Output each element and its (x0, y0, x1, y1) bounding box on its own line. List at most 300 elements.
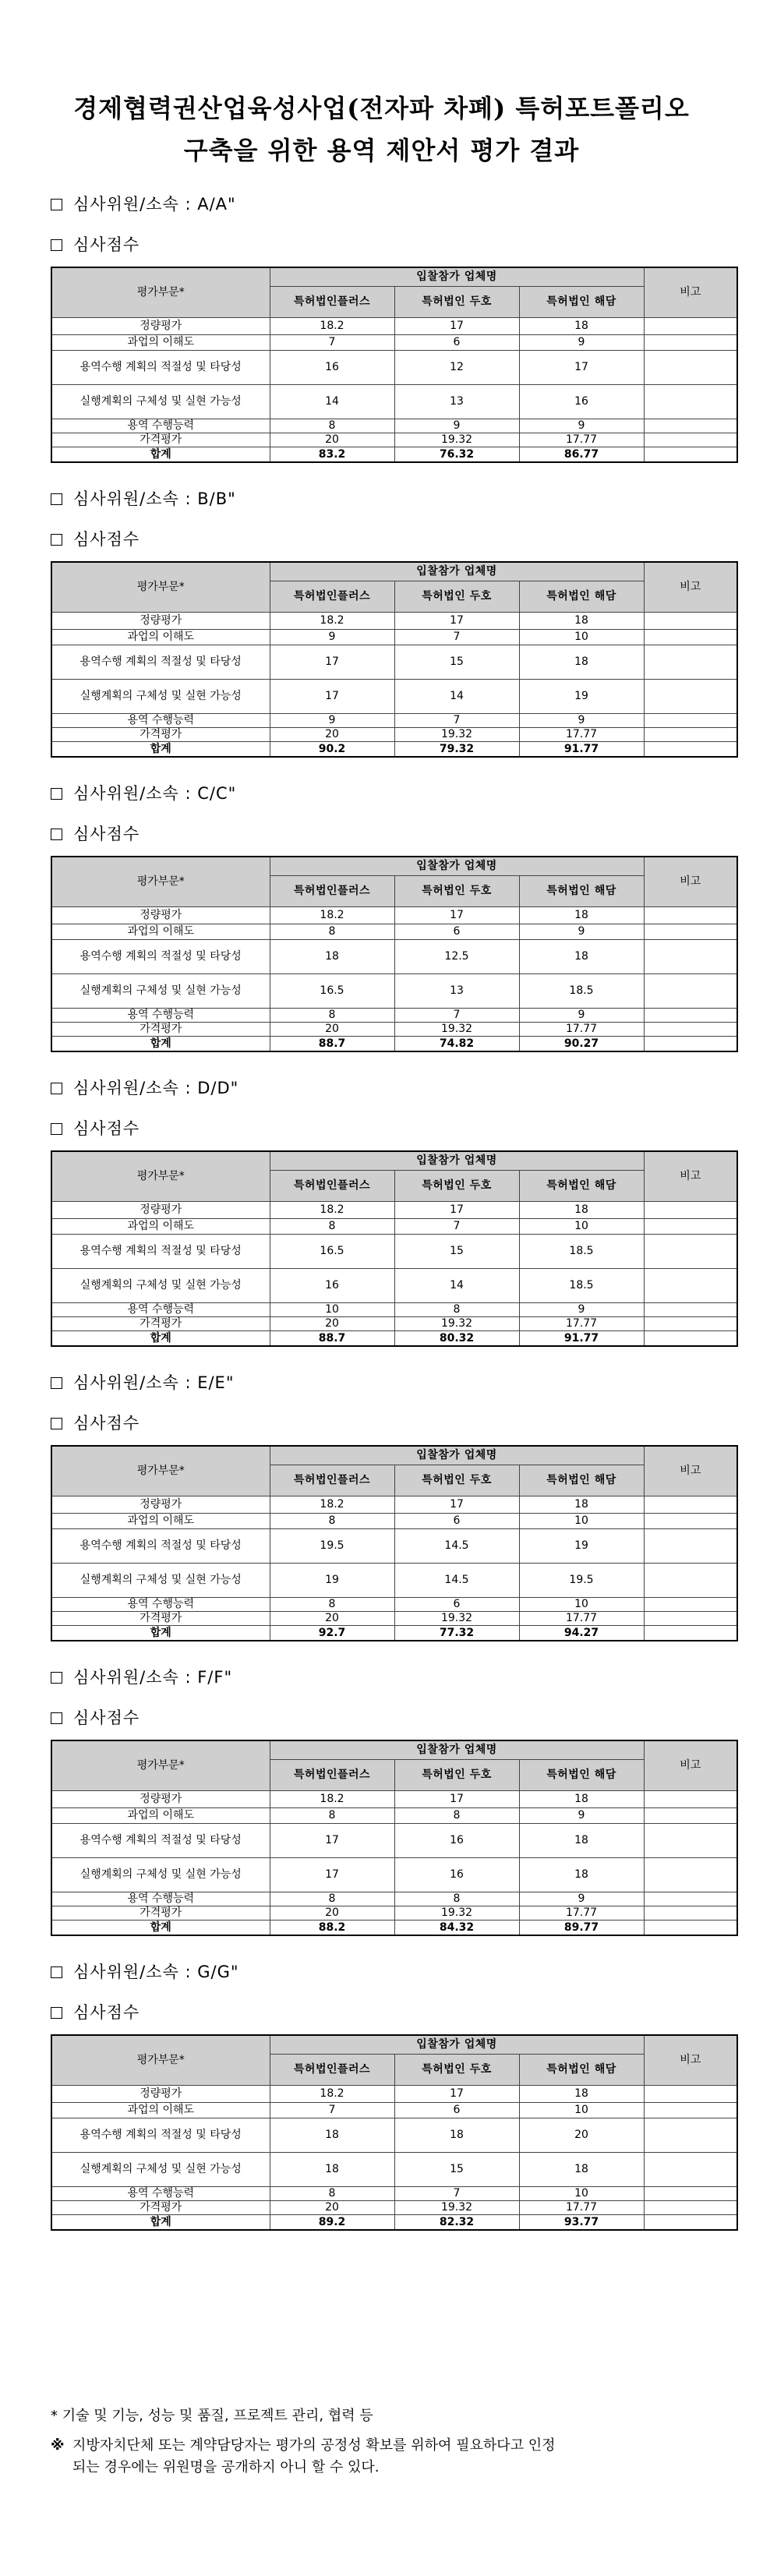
score-cell: 15 (394, 1234, 519, 1268)
score-cell: 7 (270, 2102, 394, 2118)
criterion-label: 실행계획의 구체성 및 실현 가능성 (51, 1268, 270, 1302)
score-cell: 18 (394, 2118, 519, 2152)
criterion-label: 정량평가 (51, 2085, 270, 2102)
total-cell: 80.32 (394, 1330, 519, 1346)
score-cell: 18 (519, 939, 644, 974)
total-cell: 74.82 (394, 1036, 519, 1051)
asterisk-note: * 기술 및 기능, 성능 및 품질, 프로젝트 관리, 협력 등 (51, 2408, 373, 2424)
remarks-cell (644, 1218, 737, 1234)
remarks-cell (644, 1234, 737, 1268)
company-header: 특허법인 해담 (519, 1170, 644, 1201)
score-cell: 18.2 (270, 1496, 394, 1513)
score-section-header (51, 232, 140, 256)
criterion-label: 가격평가 (51, 1316, 270, 1330)
table-row (51, 1302, 737, 1316)
disclosure-line1: 지방자치단체 또는 계약담당자는 평가의 공정성 확보를 위하여 필요하다고 인정 (72, 2437, 556, 2454)
table-row (51, 629, 737, 645)
score-cell: 14 (270, 384, 394, 419)
criterion-label: 용역 수행능력 (51, 1597, 270, 1611)
remarks-cell (644, 741, 737, 757)
score-cell: 19.32 (394, 1906, 519, 1920)
score-section-label: 심사점수 (73, 1708, 140, 1727)
table-row (51, 924, 737, 939)
score-cell: 9 (519, 1892, 644, 1906)
table-row (51, 2152, 737, 2186)
criterion-label: 실행계획의 구체성 및 실현 가능성 (51, 1563, 270, 1597)
score-section-label: 심사점수 (73, 1414, 140, 1433)
evaluator-header (51, 1665, 232, 1688)
remarks-cell (644, 1611, 737, 1625)
score-cell: 20 (270, 1611, 394, 1625)
remarks-cell (644, 2214, 737, 2230)
table-row (51, 1022, 737, 1036)
category-header: 평가부문* (51, 1151, 270, 1201)
score-cell: 14 (394, 679, 519, 713)
table-row (51, 2085, 737, 2102)
checkbox-square-icon (51, 2007, 62, 2019)
score-cell: 16.5 (270, 974, 394, 1008)
company-header: 특허법인 해담 (519, 581, 644, 612)
score-cell: 18 (519, 1790, 644, 1807)
company-header: 특허법인 두호 (394, 1759, 519, 1790)
total-cell: 94.27 (519, 1625, 644, 1641)
score-cell: 7 (394, 1008, 519, 1022)
score-table (51, 1740, 738, 1936)
company-header: 특허법인플러스 (270, 1759, 394, 1790)
score-cell: 18.2 (270, 1201, 394, 1218)
criterion-label: 용역 수행능력 (51, 1008, 270, 1022)
category-header: 평가부문* (51, 1446, 270, 1496)
table-row (51, 1563, 737, 1597)
remarks-cell (644, 2186, 737, 2200)
remarks-cell (644, 1625, 737, 1641)
evaluator-label: 심사위원/소속 : D/D" (73, 1079, 239, 1097)
criterion-label: 가격평가 (51, 2200, 270, 2214)
score-cell: 9 (394, 419, 519, 433)
total-row (51, 2214, 737, 2230)
category-header: 평가부문* (51, 2035, 270, 2085)
table-row (51, 1201, 737, 1218)
score-cell: 14 (394, 1268, 519, 1302)
score-section-header (51, 1705, 140, 1729)
evaluator-header (51, 781, 236, 804)
score-cell: 9 (519, 1008, 644, 1022)
table-row (51, 645, 737, 679)
score-cell: 7 (394, 2186, 519, 2200)
score-cell: 17.77 (519, 1316, 644, 1330)
disclosure-line2: 되는 경우에는 위원명을 공개하지 아니 할 수 있다. (72, 2458, 380, 2475)
table-row (51, 679, 737, 713)
score-cell: 17 (394, 1496, 519, 1513)
total-cell: 91.77 (519, 741, 644, 757)
score-cell: 12.5 (394, 939, 519, 974)
score-cell: 6 (394, 1597, 519, 1611)
checkbox-square-icon (51, 1418, 62, 1429)
company-header: 특허법인 두호 (394, 581, 519, 612)
table-row (51, 939, 737, 974)
score-cell: 8 (270, 924, 394, 939)
criterion-label: 가격평가 (51, 727, 270, 741)
score-cell: 6 (394, 2102, 519, 2118)
remarks-cell (644, 1496, 737, 1513)
score-table (51, 561, 738, 758)
table-row (51, 1218, 737, 1234)
category-header: 평가부문* (51, 267, 270, 317)
remarks-cell (644, 1920, 737, 1935)
criterion-label: 과업의 이해도 (51, 1513, 270, 1528)
table-row (51, 727, 737, 741)
remarks-header: 비고 (644, 1151, 737, 1201)
criterion-label: 가격평가 (51, 1906, 270, 1920)
criterion-label: 과업의 이해도 (51, 629, 270, 645)
score-cell: 8 (270, 1597, 394, 1611)
table-row (51, 1790, 737, 1807)
score-cell: 7 (394, 1218, 519, 1234)
remarks-cell (644, 1268, 737, 1302)
score-cell: 18 (519, 317, 644, 334)
total-cell: 88.2 (270, 1920, 394, 1935)
criterion-label: 정량평가 (51, 1496, 270, 1513)
table-row (51, 1823, 737, 1857)
score-section-header (51, 1411, 140, 1434)
criterion-label: 용역수행 계획의 적절성 및 타당성 (51, 2118, 270, 2152)
score-cell: 18.5 (519, 1234, 644, 1268)
remarks-cell (644, 1892, 737, 1906)
criterion-label: 용역 수행능력 (51, 1302, 270, 1316)
score-cell: 18 (519, 1823, 644, 1857)
score-cell: 17 (394, 2085, 519, 2102)
score-section-header (51, 1116, 140, 1140)
score-cell: 6 (394, 334, 519, 350)
score-cell: 10 (519, 1597, 644, 1611)
remarks-cell (644, 1036, 737, 1051)
companies-group-header: 입찰참가 업체명 (270, 1740, 644, 1759)
remarks-header: 비고 (644, 1446, 737, 1496)
total-label: 합계 (51, 2214, 270, 2230)
score-cell: 14.5 (394, 1528, 519, 1563)
score-cell: 10 (519, 1218, 644, 1234)
score-cell: 17 (394, 1790, 519, 1807)
total-cell: 88.7 (270, 1036, 394, 1051)
score-section-label: 심사점수 (73, 530, 140, 549)
total-row (51, 447, 737, 462)
company-header: 특허법인 두호 (394, 2054, 519, 2085)
criterion-label: 용역수행 계획의 적절성 및 타당성 (51, 1234, 270, 1268)
score-cell: 18 (519, 645, 644, 679)
total-cell: 77.32 (394, 1625, 519, 1641)
score-cell: 6 (394, 924, 519, 939)
table-row (51, 1857, 737, 1892)
remarks-cell (644, 419, 737, 433)
score-cell: 17 (394, 317, 519, 334)
score-cell: 8 (394, 1892, 519, 1906)
criterion-label: 과업의 이해도 (51, 334, 270, 350)
score-cell: 7 (394, 713, 519, 727)
company-header: 특허법인플러스 (270, 581, 394, 612)
criterion-label: 용역 수행능력 (51, 713, 270, 727)
total-cell: 76.32 (394, 447, 519, 462)
score-cell: 17 (394, 906, 519, 924)
total-label: 합계 (51, 1330, 270, 1346)
score-cell: 17 (270, 1823, 394, 1857)
score-cell: 8 (270, 1218, 394, 1234)
remarks-cell (644, 2085, 737, 2102)
table-row (51, 1597, 737, 1611)
score-cell: 10 (270, 1302, 394, 1316)
score-cell: 10 (519, 2186, 644, 2200)
criterion-label: 정량평가 (51, 1790, 270, 1807)
score-cell: 14.5 (394, 1563, 519, 1597)
remarks-cell (644, 727, 737, 741)
remarks-cell (644, 1330, 737, 1346)
total-cell: 90.2 (270, 741, 394, 757)
criterion-label: 실행계획의 구체성 및 실현 가능성 (51, 679, 270, 713)
score-cell: 18 (519, 2152, 644, 2186)
score-cell: 16 (519, 384, 644, 419)
score-cell: 8 (270, 419, 394, 433)
score-cell: 18 (270, 2152, 394, 2186)
score-section-label: 심사점수 (73, 825, 140, 843)
reference-mark-icon: ※ (51, 2437, 65, 2454)
company-header: 특허법인 해담 (519, 1465, 644, 1496)
total-row (51, 1330, 737, 1346)
document-title-line1: 경제협력권산업육성사업(전자파 차폐) 특허포트폴리오 (73, 94, 690, 123)
score-cell: 20 (270, 2200, 394, 2214)
score-cell: 18 (519, 2085, 644, 2102)
score-section-label: 심사점수 (73, 1119, 140, 1138)
remarks-cell (644, 1790, 737, 1807)
table-row (51, 419, 737, 433)
score-cell: 18 (519, 1201, 644, 1218)
total-cell: 93.77 (519, 2214, 644, 2230)
score-cell: 8 (270, 1892, 394, 1906)
score-cell: 15 (394, 2152, 519, 2186)
total-label: 합계 (51, 1920, 270, 1935)
score-cell: 10 (519, 1513, 644, 1528)
score-cell: 9 (270, 713, 394, 727)
score-table (51, 1445, 738, 1641)
companies-group-header: 입찰참가 업체명 (270, 267, 644, 286)
total-cell: 90.27 (519, 1036, 644, 1051)
remarks-cell (644, 939, 737, 974)
remarks-header: 비고 (644, 267, 737, 317)
remarks-cell (644, 1513, 737, 1528)
disclosure-note (51, 2435, 737, 2479)
score-cell: 9 (519, 334, 644, 350)
score-cell: 8 (270, 1513, 394, 1528)
score-cell: 16 (270, 350, 394, 384)
remarks-cell (644, 1022, 737, 1036)
evaluator-header (51, 1370, 235, 1394)
criterion-label: 과업의 이해도 (51, 2102, 270, 2118)
table-row (51, 1892, 737, 1906)
table-row (51, 1807, 737, 1823)
table-row (51, 384, 737, 419)
total-cell: 88.7 (270, 1330, 394, 1346)
score-section-header (51, 822, 140, 845)
score-cell: 19.32 (394, 433, 519, 447)
score-cell: 20 (270, 1022, 394, 1036)
score-cell: 17 (270, 1857, 394, 1892)
table-row (51, 1611, 737, 1625)
total-row (51, 1625, 737, 1641)
table-row (51, 1906, 737, 1920)
company-header: 특허법인 해담 (519, 286, 644, 317)
table-row (51, 713, 737, 727)
score-cell: 9 (519, 924, 644, 939)
remarks-header: 비고 (644, 2035, 737, 2085)
score-cell: 8 (270, 1008, 394, 1022)
table-row (51, 974, 737, 1008)
table-row (51, 2200, 737, 2214)
score-cell: 16 (270, 1268, 394, 1302)
checkbox-square-icon (51, 1083, 62, 1094)
criterion-label: 정량평가 (51, 317, 270, 334)
remarks-cell (644, 629, 737, 645)
document-title-line2: 구축을 위한 용역 제안서 평가 결과 (183, 136, 580, 165)
total-row (51, 741, 737, 757)
score-cell: 9 (270, 629, 394, 645)
remarks-cell (644, 1201, 737, 1218)
remarks-cell (644, 317, 737, 334)
score-cell: 18.2 (270, 317, 394, 334)
companies-group-header: 입찰참가 업체명 (270, 2035, 644, 2054)
evaluator-header (51, 192, 236, 215)
evaluator-label: 심사위원/소속 : C/C" (73, 784, 237, 803)
remarks-cell (644, 334, 737, 350)
category-header: 평가부문* (51, 562, 270, 612)
total-row (51, 1920, 737, 1935)
checkbox-square-icon (51, 534, 62, 546)
score-table (51, 2034, 738, 2231)
score-cell: 20 (519, 2118, 644, 2152)
score-cell: 17.77 (519, 2200, 644, 2214)
company-header: 특허법인 해담 (519, 1759, 644, 1790)
score-cell: 19.32 (394, 1316, 519, 1330)
score-cell: 19.5 (519, 1563, 644, 1597)
score-table (51, 267, 738, 463)
remarks-cell (644, 1807, 737, 1823)
score-cell: 17 (270, 645, 394, 679)
score-cell: 19 (519, 679, 644, 713)
score-cell: 9 (519, 419, 644, 433)
remarks-cell (644, 713, 737, 727)
evaluator-label: 심사위원/소속 : A/A" (73, 195, 236, 214)
table-row (51, 1268, 737, 1302)
score-cell: 6 (394, 1513, 519, 1528)
score-cell: 19.5 (270, 1528, 394, 1563)
score-cell: 15 (394, 645, 519, 679)
score-cell: 7 (270, 334, 394, 350)
remarks-cell (644, 1823, 737, 1857)
score-cell: 19 (270, 1563, 394, 1597)
table-row (51, 2118, 737, 2152)
checkbox-square-icon (51, 788, 62, 800)
score-cell: 18 (270, 939, 394, 974)
remarks-cell (644, 447, 737, 462)
evaluator-header (51, 486, 236, 510)
category-header: 평가부문* (51, 857, 270, 906)
companies-group-header: 입찰참가 업체명 (270, 562, 644, 581)
score-cell: 19.32 (394, 727, 519, 741)
table-row (51, 906, 737, 924)
remarks-cell (644, 924, 737, 939)
remarks-cell (644, 384, 737, 419)
criterion-label: 과업의 이해도 (51, 1807, 270, 1823)
score-table (51, 1150, 738, 1347)
score-section-label: 심사점수 (73, 235, 140, 254)
company-header: 특허법인 두호 (394, 286, 519, 317)
remarks-cell (644, 2200, 737, 2214)
table-row (51, 1496, 737, 1513)
checkbox-square-icon (51, 1966, 62, 1978)
table-row (51, 317, 737, 334)
table-row (51, 1008, 737, 1022)
checkbox-square-icon (51, 493, 62, 505)
remarks-cell (644, 1563, 737, 1597)
criterion-label: 실행계획의 구체성 및 실현 가능성 (51, 384, 270, 419)
remarks-cell (644, 906, 737, 924)
company-header: 특허법인플러스 (270, 286, 394, 317)
remarks-cell (644, 1316, 737, 1330)
remarks-header: 비고 (644, 562, 737, 612)
criterion-label: 용역수행 계획의 적절성 및 타당성 (51, 645, 270, 679)
score-cell: 13 (394, 974, 519, 1008)
company-header: 특허법인플러스 (270, 875, 394, 906)
score-cell: 18.2 (270, 612, 394, 629)
total-cell: 79.32 (394, 741, 519, 757)
total-label: 합계 (51, 1036, 270, 1051)
table-row (51, 2186, 737, 2200)
score-cell: 18 (519, 1496, 644, 1513)
score-cell: 19.32 (394, 1022, 519, 1036)
total-cell: 89.77 (519, 1920, 644, 1935)
criterion-label: 과업의 이해도 (51, 1218, 270, 1234)
companies-group-header: 입찰참가 업체명 (270, 1446, 644, 1465)
remarks-cell (644, 1597, 737, 1611)
evaluator-header (51, 1076, 238, 1099)
table-row (51, 612, 737, 629)
criterion-label: 가격평가 (51, 433, 270, 447)
score-cell: 19.32 (394, 2200, 519, 2214)
remarks-cell (644, 1008, 737, 1022)
score-cell: 12 (394, 350, 519, 384)
table-row (51, 1513, 737, 1528)
evaluator-label: 심사위원/소속 : G/G" (73, 1963, 239, 1981)
score-cell: 18.5 (519, 974, 644, 1008)
checkbox-square-icon (51, 1377, 62, 1389)
score-cell: 20 (270, 433, 394, 447)
table-row (51, 1234, 737, 1268)
total-label: 합계 (51, 1625, 270, 1641)
criterion-label: 용역 수행능력 (51, 1892, 270, 1906)
score-section-label: 심사점수 (73, 2003, 140, 2022)
evaluator-label: 심사위원/소속 : B/B" (73, 489, 236, 508)
table-row (51, 433, 737, 447)
criterion-label: 정량평가 (51, 612, 270, 629)
criterion-label: 용역수행 계획의 적절성 및 타당성 (51, 1528, 270, 1563)
table-row (51, 1528, 737, 1563)
category-header: 평가부문* (51, 1740, 270, 1790)
criterion-label: 용역수행 계획의 적절성 및 타당성 (51, 1823, 270, 1857)
score-section-header (51, 527, 140, 550)
score-cell: 18.5 (519, 1268, 644, 1302)
remarks-cell (644, 1857, 737, 1892)
criterion-label: 용역수행 계획의 적절성 및 타당성 (51, 939, 270, 974)
checkbox-square-icon (51, 1712, 62, 1724)
remarks-cell (644, 1302, 737, 1316)
criterion-label: 정량평가 (51, 1201, 270, 1218)
